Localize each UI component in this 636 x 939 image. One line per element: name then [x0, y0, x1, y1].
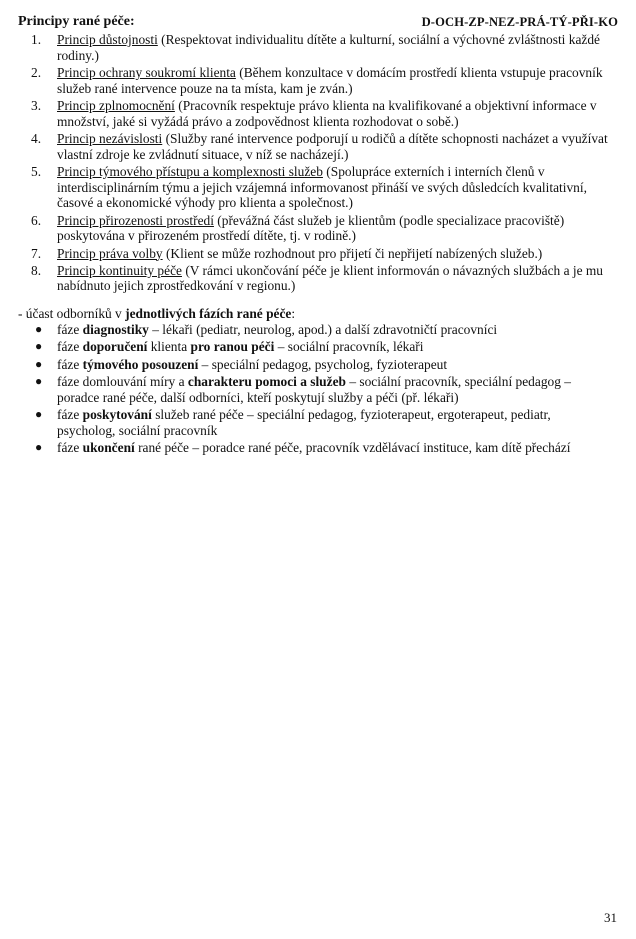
principle-body [57, 246, 618, 262]
principle-description: (Klient se může rozhodnout pro přijetí či nepřijetí nabízených služeb.) [162, 245, 543, 261]
principle-item [18, 213, 618, 244]
principle-name: Princip týmového přístupu a komplexnosti služeb [57, 163, 323, 179]
phase-text: rané péče – poradce rané péče, pracovník vzdělávací instituce, kam dítě přechází [134, 440, 571, 456]
phase-body [57, 339, 618, 355]
principle-body [57, 263, 618, 294]
phases-intro-suffix: : [291, 306, 296, 321]
principle-item [18, 65, 618, 96]
phase-text: služeb rané péče – speciální pedagog, fyzioterapeut, ergoterapeut, pediatr, psycholog, sociální pracovník [57, 407, 551, 438]
principle-number: 5. [31, 163, 42, 179]
principle-item [18, 263, 618, 294]
bullet-icon: ● [35, 339, 43, 354]
bullet-icon: ● [35, 322, 43, 336]
principle-body [57, 65, 618, 96]
principle-description: (Služby rané intervence podporují u rodičů a dítěte schopnosti nacházet a využívat vlastní zdroje ke zvládnutí situace, v níž se nacházejí.) [57, 130, 608, 162]
phase-bold: týmového posouzení [82, 356, 199, 372]
phase-text: fáze [57, 322, 83, 337]
phase-item [18, 407, 618, 438]
phase-item [18, 357, 618, 373]
principle-number: 8. [31, 262, 42, 278]
phase-item [18, 440, 618, 456]
phase-text: – lékaři (pediatr, neurolog, apod.) a další zdravotničtí pracovníci [148, 322, 498, 337]
phases-intro-prefix: - účast odborníků v [18, 306, 126, 321]
principle-item [18, 98, 618, 129]
principle-body [57, 164, 618, 211]
phase-text: fáze [57, 339, 83, 355]
phase-text: klienta [147, 339, 191, 355]
principle-item [18, 164, 618, 211]
phase-bold: diagnostiky [82, 322, 149, 337]
phase-item [18, 374, 618, 405]
principle-body [57, 98, 618, 129]
phase-body [57, 322, 618, 338]
bullet-icon: ● [35, 356, 43, 371]
phase-text: fáze [57, 440, 83, 456]
principle-name: Princip nezávislosti [57, 130, 163, 146]
phase-item [18, 339, 618, 355]
principle-item [18, 246, 618, 262]
phase-body [57, 407, 618, 438]
phase-bold: pro ranou péči [190, 339, 275, 355]
principle-number: 2. [31, 64, 42, 80]
principle-number: 6. [31, 212, 42, 228]
principle-number: 4. [31, 130, 42, 146]
phase-text: fáze domlouvání míry a [57, 374, 188, 390]
phase-text: fáze [57, 407, 83, 423]
phase-bold: doporučení [82, 339, 148, 355]
phase-text: fáze [57, 356, 83, 372]
bullet-icon: ● [35, 440, 43, 455]
principle-name: Princip ochrany soukromí klienta [57, 64, 236, 80]
phases-intro-bold: jednotlivých fázích rané péče [125, 306, 292, 321]
page-number: 31 [604, 910, 617, 926]
document-code: D-OCH-ZP-NEZ-PRÁ-TÝ-PŘI-KO [421, 15, 618, 29]
principle-number: 3. [31, 97, 42, 113]
phase-body [57, 440, 618, 456]
phase-text: – sociální pracovník, lékaři [274, 339, 424, 355]
page-title: Principy rané péče: [18, 14, 135, 29]
principle-description: (Pracovník respektuje právo klienta na kvalifikované a objektivní informace v množství, jaké si vyžádá právo a zodpovědnost klienta rozhodovat o sobě.) [57, 97, 597, 129]
phases-list [18, 322, 618, 458]
principle-number: 7. [31, 245, 42, 261]
bullet-icon: ● [35, 407, 43, 422]
principle-body [57, 213, 618, 244]
bullet-icon: ● [35, 374, 43, 389]
phase-bold: ukončení [82, 440, 135, 456]
phase-bold: charakteru pomoci a služeb [187, 374, 346, 390]
principle-name: Princip práva volby [57, 245, 163, 261]
principle-description: (V rámci ukončování péče je klient informován o návazných službách a je mu nabídnuto jejich zprostředkování v regionu.) [57, 262, 604, 294]
phase-body [57, 357, 618, 373]
principle-item [18, 32, 618, 63]
principle-name: Princip důstojnosti [57, 32, 158, 47]
phase-body [57, 374, 618, 405]
phases-intro [18, 306, 295, 322]
principle-name: Princip přirozenosti prostředí [57, 212, 214, 228]
principle-description: (Respektovat individualitu dítěte a kulturní, sociální a výchovné zvláštnosti každé rodiny.) [57, 32, 600, 63]
principle-description: (Během konzultace v domácím prostředí klienta vstupuje pracovník služeb rané intervence pouze na ta místa, kam je zván.) [57, 64, 603, 96]
principle-item [18, 131, 618, 162]
principle-name: Princip zplnomocnění [57, 97, 175, 113]
phase-text: – sociální pracovník, speciální pedagog – poradce rané péče, další odborníci, kteří poskytují služby a péči (př. lékaři) [57, 374, 571, 405]
principles-list [18, 32, 618, 296]
phase-bold: poskytování [82, 407, 152, 423]
phase-item [18, 322, 618, 338]
phase-text: – speciální pedagog, psycholog, fyzioterapeut [198, 356, 448, 372]
principle-number: 1. [31, 32, 42, 47]
principle-description: (převážná část služeb je klientům (podle specializace pracoviště) poskytována v přirozeném prostředí dítěte, tj. v rodině.) [57, 212, 565, 244]
principle-body [57, 131, 618, 162]
principle-body [57, 32, 618, 63]
principle-name: Princip kontinuity péče [57, 262, 182, 278]
principle-description: (Spolupráce externích i interních členů v interdisciplinárním týmu a jejich vzájemná informovanost přináší ve svých důsledcích kvalitativní, časové a ekonomické výhody pro klienta a společnost.) [57, 163, 587, 211]
